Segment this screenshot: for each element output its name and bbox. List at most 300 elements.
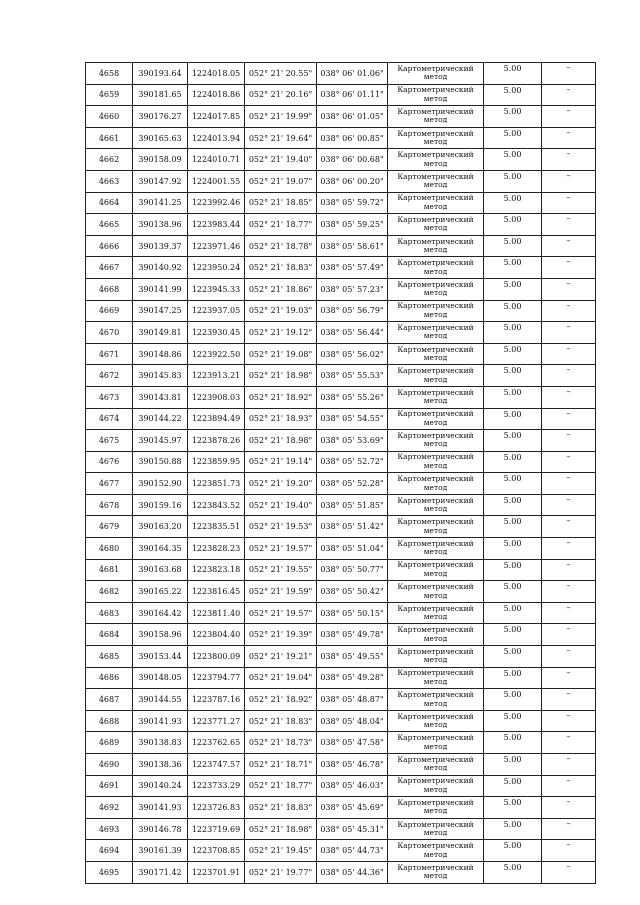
x-coordinate-cell: 390147.25 (133, 300, 188, 322)
latitude-cell: 052° 21' 19.45" (245, 840, 317, 862)
coordinates-table (85, 62, 596, 884)
point-number-cell: 4686 (86, 667, 133, 689)
latitude-cell: 052° 21' 18.92" (245, 386, 317, 408)
latitude-cell: 052° 21' 18.93" (245, 408, 317, 430)
y-coordinate-cell: 1223908.03 (188, 386, 245, 408)
y-coordinate-cell: 1223787.16 (188, 689, 245, 711)
y-coordinate-cell: 1223930.45 (188, 322, 245, 344)
latitude-cell: 052° 21' 18.98" (245, 818, 317, 840)
y-coordinate-cell: 1224001.55 (188, 170, 245, 192)
table-row (86, 797, 596, 819)
note-cell: – (542, 365, 596, 387)
point-number-cell: 4682 (86, 581, 133, 603)
latitude-cell: 052° 21' 19.53" (245, 516, 317, 538)
longitude-cell: 038° 06' 00.68" (317, 149, 388, 171)
x-coordinate-cell: 390164.42 (133, 602, 188, 624)
x-coordinate-cell: 390181.65 (133, 84, 188, 106)
longitude-cell: 038° 06' 00.20" (317, 170, 388, 192)
method-cell: Картометрический метод (388, 689, 484, 711)
note-cell: – (542, 192, 596, 214)
point-number-cell: 4685 (86, 646, 133, 668)
x-coordinate-cell: 390158.09 (133, 149, 188, 171)
latitude-cell: 052° 21' 19.03" (245, 300, 317, 322)
table-row (86, 192, 596, 214)
longitude-cell: 038° 05' 46.78" (317, 754, 388, 776)
method-cell: Картометрический метод (388, 235, 484, 257)
accuracy-cell: 5.00 (484, 861, 542, 883)
latitude-cell: 052° 21' 19.40" (245, 149, 317, 171)
accuracy-cell: 5.00 (484, 386, 542, 408)
latitude-cell: 052° 21' 19.40" (245, 494, 317, 516)
longitude-cell: 038° 05' 49.78" (317, 624, 388, 646)
x-coordinate-cell: 390165.22 (133, 581, 188, 603)
x-coordinate-cell: 390145.83 (133, 365, 188, 387)
y-coordinate-cell: 1224010.71 (188, 149, 245, 171)
method-cell: Картометрический метод (388, 624, 484, 646)
x-coordinate-cell: 390138.83 (133, 732, 188, 754)
note-cell: – (542, 408, 596, 430)
table-row (86, 451, 596, 473)
accuracy-cell: 5.00 (484, 516, 542, 538)
method-cell: Картометрический метод (388, 192, 484, 214)
longitude-cell: 038° 06' 01.05" (317, 106, 388, 128)
latitude-cell: 052° 21' 18.73" (245, 732, 317, 754)
note-cell: – (542, 257, 596, 279)
latitude-cell: 052° 21' 19.55" (245, 559, 317, 581)
point-number-cell: 4675 (86, 430, 133, 452)
x-coordinate-cell: 390171.42 (133, 861, 188, 883)
point-number-cell: 4684 (86, 624, 133, 646)
y-coordinate-cell: 1223971.46 (188, 235, 245, 257)
accuracy-cell: 5.00 (484, 149, 542, 171)
x-coordinate-cell: 390164.35 (133, 538, 188, 560)
latitude-cell: 052° 21' 19.14" (245, 451, 317, 473)
point-number-cell: 4672 (86, 365, 133, 387)
longitude-cell: 038° 05' 48.04" (317, 710, 388, 732)
y-coordinate-cell: 1223747.57 (188, 754, 245, 776)
y-coordinate-cell: 1224018.86 (188, 84, 245, 106)
y-coordinate-cell: 1223708.85 (188, 840, 245, 862)
longitude-cell: 038° 05' 58.61" (317, 235, 388, 257)
latitude-cell: 052° 21' 18.98" (245, 365, 317, 387)
point-number-cell: 4680 (86, 538, 133, 560)
latitude-cell: 052° 21' 19.04" (245, 667, 317, 689)
y-coordinate-cell: 1223950.24 (188, 257, 245, 279)
note-cell: – (542, 559, 596, 581)
table-row (86, 63, 596, 85)
x-coordinate-cell: 390149.81 (133, 322, 188, 344)
method-cell: Картометрический метод (388, 106, 484, 128)
table-row (86, 300, 596, 322)
y-coordinate-cell: 1223823.18 (188, 559, 245, 581)
x-coordinate-cell: 390144.22 (133, 408, 188, 430)
longitude-cell: 038° 05' 45.69" (317, 797, 388, 819)
table-row (86, 322, 596, 344)
note-cell: – (542, 106, 596, 128)
note-cell: – (542, 84, 596, 106)
method-cell: Картометрический метод (388, 797, 484, 819)
point-number-cell: 4676 (86, 451, 133, 473)
x-coordinate-cell: 390163.68 (133, 559, 188, 581)
point-number-cell: 4671 (86, 343, 133, 365)
longitude-cell: 038° 05' 54.55" (317, 408, 388, 430)
y-coordinate-cell: 1223701.91 (188, 861, 245, 883)
note-cell: – (542, 667, 596, 689)
table-row (86, 127, 596, 149)
accuracy-cell: 5.00 (484, 192, 542, 214)
point-number-cell: 4687 (86, 689, 133, 711)
accuracy-cell: 5.00 (484, 818, 542, 840)
note-cell: – (542, 861, 596, 883)
method-cell: Картометрический метод (388, 84, 484, 106)
point-number-cell: 4661 (86, 127, 133, 149)
point-number-cell: 4668 (86, 278, 133, 300)
latitude-cell: 052° 21' 18.77" (245, 775, 317, 797)
note-cell: – (542, 494, 596, 516)
y-coordinate-cell: 1223851.73 (188, 473, 245, 495)
longitude-cell: 038° 06' 01.11" (317, 84, 388, 106)
y-coordinate-cell: 1223922.50 (188, 343, 245, 365)
accuracy-cell: 5.00 (484, 710, 542, 732)
x-coordinate-cell: 390163.20 (133, 516, 188, 538)
method-cell: Картометрический метод (388, 581, 484, 603)
method-cell: Картометрический метод (388, 322, 484, 344)
table-row (86, 754, 596, 776)
note-cell: – (542, 343, 596, 365)
accuracy-cell: 5.00 (484, 754, 542, 776)
latitude-cell: 052° 21' 19.64" (245, 127, 317, 149)
x-coordinate-cell: 390153.44 (133, 646, 188, 668)
y-coordinate-cell: 1223945.33 (188, 278, 245, 300)
latitude-cell: 052° 21' 19.99" (245, 106, 317, 128)
x-coordinate-cell: 390139.37 (133, 235, 188, 257)
accuracy-cell: 5.00 (484, 646, 542, 668)
accuracy-cell: 5.00 (484, 408, 542, 430)
latitude-cell: 052° 21' 18.78" (245, 235, 317, 257)
note-cell: – (542, 710, 596, 732)
point-number-cell: 4658 (86, 63, 133, 85)
accuracy-cell: 5.00 (484, 257, 542, 279)
note-cell: – (542, 797, 596, 819)
latitude-cell: 052° 21' 19.21" (245, 646, 317, 668)
table-row (86, 106, 596, 128)
y-coordinate-cell: 1223794.77 (188, 667, 245, 689)
method-cell: Картометрический метод (388, 516, 484, 538)
note-cell: – (542, 300, 596, 322)
longitude-cell: 038° 05' 51.42" (317, 516, 388, 538)
table-row (86, 365, 596, 387)
method-cell: Картометрический метод (388, 861, 484, 883)
table-row (86, 343, 596, 365)
longitude-cell: 038° 05' 51.85" (317, 494, 388, 516)
latitude-cell: 052° 21' 19.77" (245, 861, 317, 883)
point-number-cell: 4662 (86, 149, 133, 171)
method-cell: Картометрический метод (388, 343, 484, 365)
table-row (86, 84, 596, 106)
table-row (86, 624, 596, 646)
note-cell: – (542, 581, 596, 603)
note-cell: – (542, 818, 596, 840)
point-number-cell: 4667 (86, 257, 133, 279)
y-coordinate-cell: 1223726.83 (188, 797, 245, 819)
method-cell: Картометрический метод (388, 602, 484, 624)
x-coordinate-cell: 390165.63 (133, 127, 188, 149)
method-cell: Картометрический метод (388, 754, 484, 776)
method-cell: Картометрический метод (388, 430, 484, 452)
note-cell: – (542, 214, 596, 236)
table-row (86, 386, 596, 408)
longitude-cell: 038° 05' 56.79" (317, 300, 388, 322)
point-number-cell: 4679 (86, 516, 133, 538)
latitude-cell: 052° 21' 19.39" (245, 624, 317, 646)
longitude-cell: 038° 06' 01.06" (317, 63, 388, 85)
note-cell: – (542, 386, 596, 408)
longitude-cell: 038° 05' 57.23" (317, 278, 388, 300)
x-coordinate-cell: 390141.93 (133, 797, 188, 819)
y-coordinate-cell: 1223771.27 (188, 710, 245, 732)
accuracy-cell: 5.00 (484, 667, 542, 689)
point-number-cell: 4692 (86, 797, 133, 819)
method-cell: Картометрический метод (388, 257, 484, 279)
y-coordinate-cell: 1223859.95 (188, 451, 245, 473)
longitude-cell: 038° 05' 57.49" (317, 257, 388, 279)
accuracy-cell: 5.00 (484, 214, 542, 236)
accuracy-cell: 5.00 (484, 235, 542, 257)
point-number-cell: 4669 (86, 300, 133, 322)
y-coordinate-cell: 1223828.23 (188, 538, 245, 560)
method-cell: Картометрический метод (388, 775, 484, 797)
x-coordinate-cell: 390141.25 (133, 192, 188, 214)
table-row (86, 775, 596, 797)
y-coordinate-cell: 1223719.69 (188, 818, 245, 840)
table-row (86, 559, 596, 581)
latitude-cell: 052° 21' 20.55" (245, 63, 317, 85)
accuracy-cell: 5.00 (484, 63, 542, 85)
y-coordinate-cell: 1224017.85 (188, 106, 245, 128)
latitude-cell: 052° 21' 18.85" (245, 192, 317, 214)
latitude-cell: 052° 21' 18.71" (245, 754, 317, 776)
point-number-cell: 4674 (86, 408, 133, 430)
longitude-cell: 038° 06' 00.85" (317, 127, 388, 149)
table-row (86, 818, 596, 840)
x-coordinate-cell: 390176.27 (133, 106, 188, 128)
note-cell: – (542, 473, 596, 495)
y-coordinate-cell: 1223762.65 (188, 732, 245, 754)
accuracy-cell: 5.00 (484, 127, 542, 149)
note-cell: – (542, 127, 596, 149)
x-coordinate-cell: 390158.96 (133, 624, 188, 646)
table-row (86, 840, 596, 862)
longitude-cell: 038° 05' 46.03" (317, 775, 388, 797)
table-row (86, 538, 596, 560)
table-row (86, 732, 596, 754)
accuracy-cell: 5.00 (484, 365, 542, 387)
point-number-cell: 4691 (86, 775, 133, 797)
note-cell: – (542, 754, 596, 776)
y-coordinate-cell: 1223894.49 (188, 408, 245, 430)
x-coordinate-cell: 390150.88 (133, 451, 188, 473)
method-cell: Картометрический метод (388, 300, 484, 322)
method-cell: Картометрический метод (388, 667, 484, 689)
longitude-cell: 038° 05' 59.25" (317, 214, 388, 236)
method-cell: Картометрический метод (388, 473, 484, 495)
x-coordinate-cell: 390143.81 (133, 386, 188, 408)
accuracy-cell: 5.00 (484, 602, 542, 624)
y-coordinate-cell: 1223913.21 (188, 365, 245, 387)
note-cell: – (542, 235, 596, 257)
point-number-cell: 4673 (86, 386, 133, 408)
method-cell: Картометрический метод (388, 840, 484, 862)
table-row (86, 861, 596, 883)
longitude-cell: 038° 05' 55.26" (317, 386, 388, 408)
point-number-cell: 4665 (86, 214, 133, 236)
latitude-cell: 052° 21' 18.92" (245, 689, 317, 711)
y-coordinate-cell: 1223937.05 (188, 300, 245, 322)
latitude-cell: 052° 21' 18.83" (245, 797, 317, 819)
method-cell: Картометрический метод (388, 127, 484, 149)
x-coordinate-cell: 390138.96 (133, 214, 188, 236)
method-cell: Картометрический метод (388, 278, 484, 300)
table-row (86, 257, 596, 279)
y-coordinate-cell: 1224013.94 (188, 127, 245, 149)
note-cell: – (542, 538, 596, 560)
x-coordinate-cell: 390152.90 (133, 473, 188, 495)
method-cell: Картометрический метод (388, 451, 484, 473)
y-coordinate-cell: 1223878.26 (188, 430, 245, 452)
note-cell: – (542, 646, 596, 668)
point-number-cell: 4659 (86, 84, 133, 106)
longitude-cell: 038° 05' 53.69" (317, 430, 388, 452)
x-coordinate-cell: 390145.97 (133, 430, 188, 452)
point-number-cell: 4694 (86, 840, 133, 862)
latitude-cell: 052° 21' 19.07" (245, 170, 317, 192)
accuracy-cell: 5.00 (484, 170, 542, 192)
point-number-cell: 4664 (86, 192, 133, 214)
y-coordinate-cell: 1223843.52 (188, 494, 245, 516)
table-row (86, 278, 596, 300)
x-coordinate-cell: 390140.92 (133, 257, 188, 279)
accuracy-cell: 5.00 (484, 451, 542, 473)
table-row (86, 149, 596, 171)
point-number-cell: 4690 (86, 754, 133, 776)
method-cell: Картометрический метод (388, 214, 484, 236)
y-coordinate-cell: 1223804.40 (188, 624, 245, 646)
table-row (86, 235, 596, 257)
point-number-cell: 4677 (86, 473, 133, 495)
note-cell: – (542, 840, 596, 862)
method-cell: Картометрический метод (388, 538, 484, 560)
y-coordinate-cell: 1223835.51 (188, 516, 245, 538)
table-row (86, 689, 596, 711)
longitude-cell: 038° 05' 59.72" (317, 192, 388, 214)
y-coordinate-cell: 1223992.46 (188, 192, 245, 214)
note-cell: – (542, 624, 596, 646)
method-cell: Картометрический метод (388, 494, 484, 516)
note-cell: – (542, 689, 596, 711)
point-number-cell: 4693 (86, 818, 133, 840)
point-number-cell: 4689 (86, 732, 133, 754)
longitude-cell: 038° 05' 49.55" (317, 646, 388, 668)
coordinates-table-body (86, 63, 596, 884)
x-coordinate-cell: 390144.55 (133, 689, 188, 711)
latitude-cell: 052° 21' 18.83" (245, 257, 317, 279)
x-coordinate-cell: 390147.92 (133, 170, 188, 192)
x-coordinate-cell: 390159.16 (133, 494, 188, 516)
table-row (86, 473, 596, 495)
table-row (86, 581, 596, 603)
method-cell: Картометрический метод (388, 170, 484, 192)
latitude-cell: 052° 21' 19.57" (245, 602, 317, 624)
note-cell: – (542, 149, 596, 171)
y-coordinate-cell: 1223733.29 (188, 775, 245, 797)
note-cell: – (542, 602, 596, 624)
latitude-cell: 052° 21' 19.59" (245, 581, 317, 603)
longitude-cell: 038° 05' 55.53" (317, 365, 388, 387)
point-number-cell: 4678 (86, 494, 133, 516)
method-cell: Картометрический метод (388, 63, 484, 85)
longitude-cell: 038° 05' 56.02" (317, 343, 388, 365)
x-coordinate-cell: 390148.05 (133, 667, 188, 689)
longitude-cell: 038° 05' 56.44" (317, 322, 388, 344)
note-cell: – (542, 322, 596, 344)
longitude-cell: 038° 05' 50.15" (317, 602, 388, 624)
longitude-cell: 038° 05' 45.31" (317, 818, 388, 840)
accuracy-cell: 5.00 (484, 732, 542, 754)
y-coordinate-cell: 1223816.45 (188, 581, 245, 603)
y-coordinate-cell: 1223800.09 (188, 646, 245, 668)
accuracy-cell: 5.00 (484, 300, 542, 322)
method-cell: Картометрический метод (388, 559, 484, 581)
note-cell: – (542, 278, 596, 300)
table-row (86, 170, 596, 192)
longitude-cell: 038° 05' 49.28" (317, 667, 388, 689)
longitude-cell: 038° 05' 44.36" (317, 861, 388, 883)
accuracy-cell: 5.00 (484, 538, 542, 560)
note-cell: – (542, 775, 596, 797)
point-number-cell: 4670 (86, 322, 133, 344)
method-cell: Картометрический метод (388, 818, 484, 840)
latitude-cell: 052° 21' 18.83" (245, 710, 317, 732)
x-coordinate-cell: 390146.78 (133, 818, 188, 840)
longitude-cell: 038° 05' 52.72" (317, 451, 388, 473)
accuracy-cell: 5.00 (484, 559, 542, 581)
accuracy-cell: 5.00 (484, 343, 542, 365)
method-cell: Картометрический метод (388, 386, 484, 408)
latitude-cell: 052° 21' 19.08" (245, 343, 317, 365)
accuracy-cell: 5.00 (484, 106, 542, 128)
point-number-cell: 4663 (86, 170, 133, 192)
accuracy-cell: 5.00 (484, 775, 542, 797)
method-cell: Картометрический метод (388, 732, 484, 754)
accuracy-cell: 5.00 (484, 84, 542, 106)
method-cell: Картометрический метод (388, 710, 484, 732)
longitude-cell: 038° 05' 47.58" (317, 732, 388, 754)
note-cell: – (542, 430, 596, 452)
table-row (86, 667, 596, 689)
accuracy-cell: 5.00 (484, 840, 542, 862)
longitude-cell: 038° 05' 50.77" (317, 559, 388, 581)
method-cell: Картометрический метод (388, 408, 484, 430)
accuracy-cell: 5.00 (484, 797, 542, 819)
latitude-cell: 052° 21' 18.77" (245, 214, 317, 236)
x-coordinate-cell: 390148.86 (133, 343, 188, 365)
latitude-cell: 052° 21' 19.20" (245, 473, 317, 495)
table-row (86, 494, 596, 516)
longitude-cell: 038° 05' 51.04" (317, 538, 388, 560)
y-coordinate-cell: 1223811.40 (188, 602, 245, 624)
latitude-cell: 052° 21' 18.98" (245, 430, 317, 452)
point-number-cell: 4683 (86, 602, 133, 624)
